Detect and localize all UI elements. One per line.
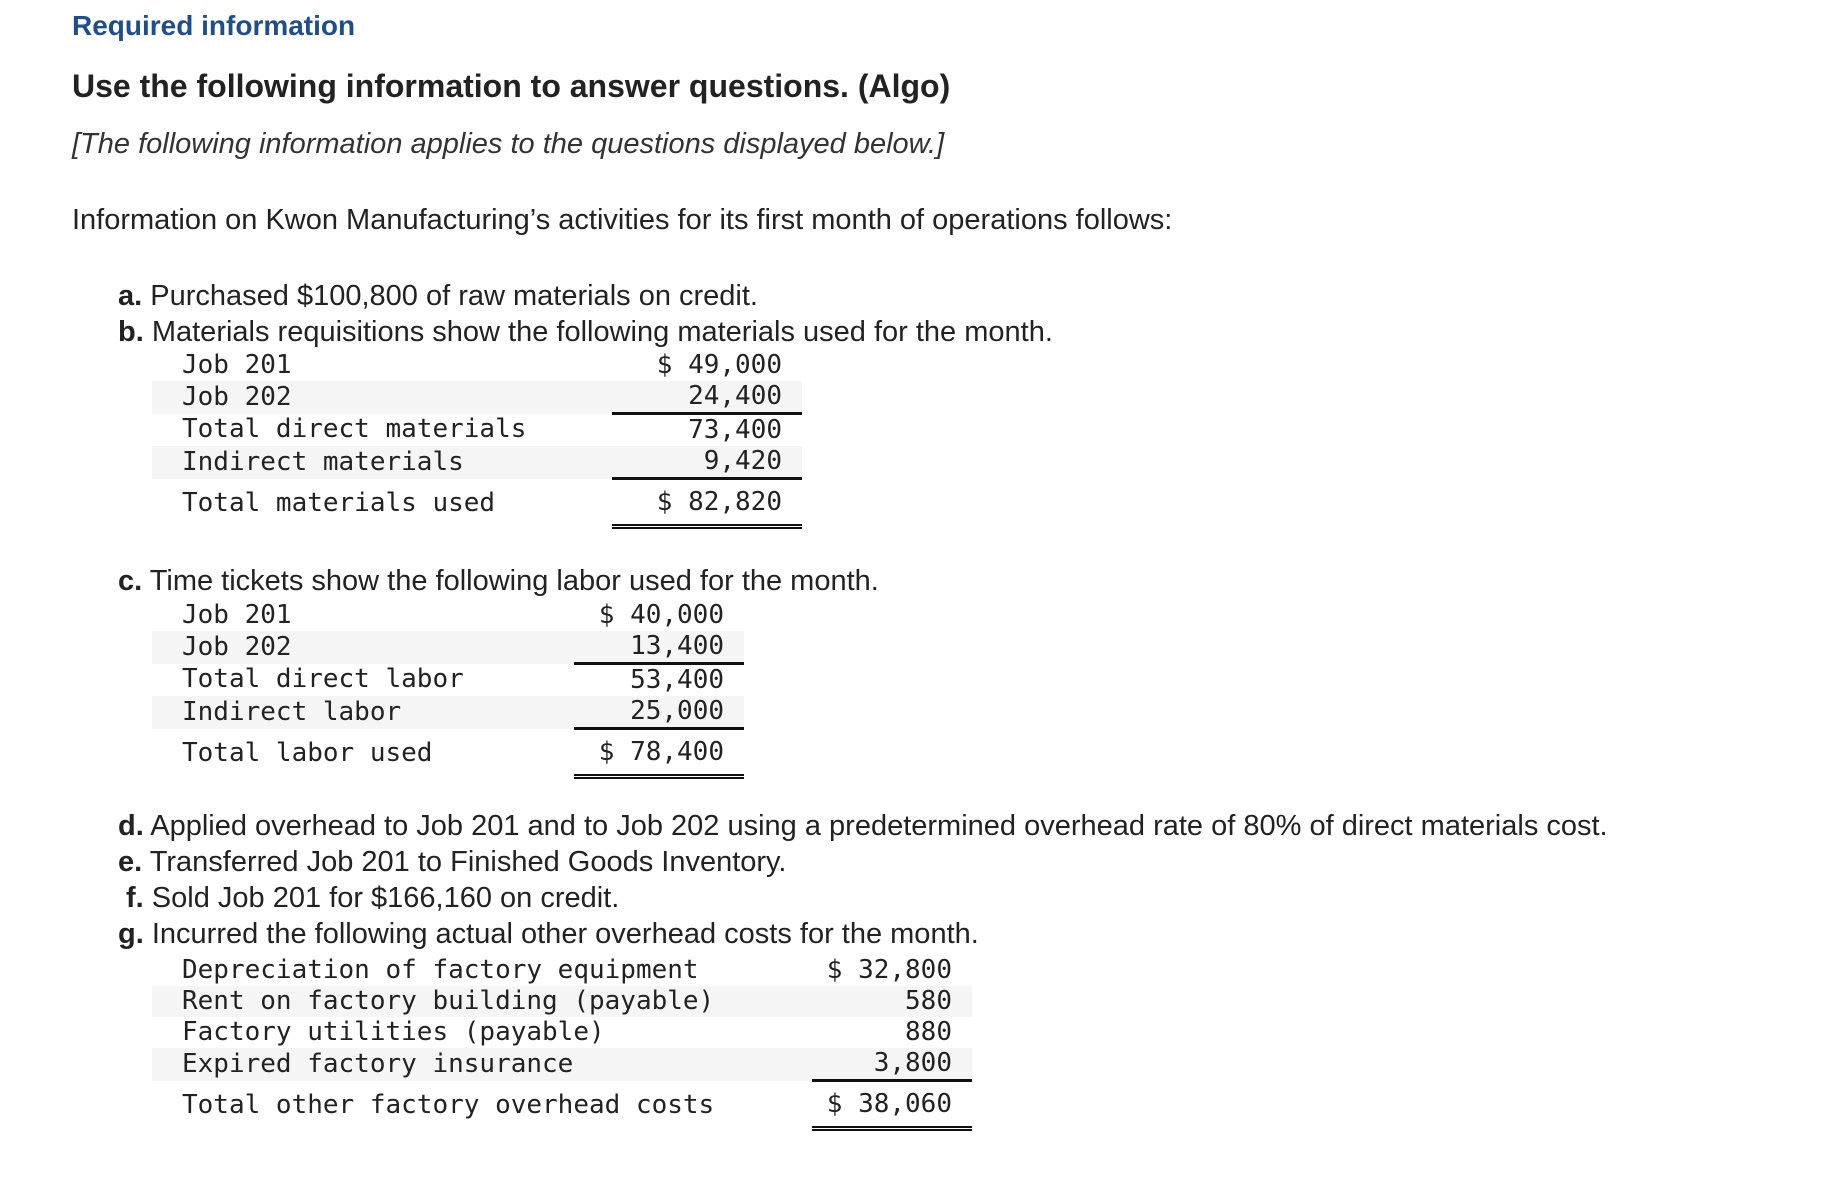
table-row: [152, 1048, 972, 1081]
row-label: Total direct labor: [182, 664, 464, 695]
table-row: [152, 381, 802, 414]
item-d: [118, 810, 1608, 843]
item-b-text: Materials requisitions show the following materials used for the month.: [151, 316, 1053, 348]
row-amount: $ 82,820: [612, 479, 802, 527]
row-amount: 25,000: [574, 696, 744, 729]
table-row: [152, 350, 802, 381]
row-label: Total materials used: [182, 487, 496, 518]
row-amount: $ 38,060: [812, 1081, 972, 1129]
item-f: [126, 882, 619, 915]
row-label: Job 202: [152, 381, 612, 414]
row-amount: 13,400: [574, 631, 744, 664]
row-amount: 3,800: [812, 1048, 972, 1081]
row-amount: 580: [812, 986, 972, 1017]
table-row-total: [152, 479, 802, 527]
item-g-text: Incurred the following actual other overhead costs for the month.: [151, 918, 979, 950]
table-row: [152, 414, 802, 447]
item-d-letter: d.: [118, 810, 144, 842]
row-label: Depreciation of factory equipment: [182, 955, 699, 985]
row-label: Total direct materials: [182, 414, 527, 445]
table-row: [152, 664, 744, 697]
row-amount: 24,400: [612, 381, 802, 414]
table-row: [152, 446, 802, 479]
row-label: Job 202: [152, 631, 574, 664]
item-a-text: Purchased $100,800 of raw materials on credit.: [150, 280, 758, 312]
row-label: Total other factory overhead costs: [182, 1089, 715, 1120]
item-f-text: Sold Job 201 for $166,160 on credit.: [151, 882, 620, 914]
item-c-text: Time tickets show the following labor used for the month.: [149, 565, 879, 597]
row-amount: 73,400: [688, 415, 782, 445]
item-e: [118, 846, 786, 879]
table-row: [152, 631, 744, 664]
item-c: [118, 565, 879, 598]
materials-table: [152, 350, 802, 529]
labor-table: [152, 600, 744, 779]
item-c-letter: c.: [118, 565, 143, 597]
subtitle-note: [The following information applies to the questions displayed below.]: [72, 128, 945, 160]
row-label: Expired factory insurance: [152, 1048, 812, 1081]
table-row: [152, 955, 972, 986]
row-amount: $ 32,800: [826, 955, 952, 985]
intro-paragraph: Information on Kwon Manufacturing’s activities for its first month of operations follows:: [72, 204, 1173, 236]
row-label: Factory utilities (payable): [182, 1017, 605, 1047]
item-f-letter: f.: [126, 882, 144, 914]
table-row: [152, 986, 972, 1017]
row-amount: 53,400: [630, 665, 724, 695]
item-b-letter: b.: [118, 316, 144, 348]
page-title: Use the following information to answer questions. (Algo): [72, 68, 951, 104]
table-row-total: [152, 729, 744, 777]
table-row-total: [152, 1081, 972, 1129]
row-amount: $ 78,400: [574, 729, 744, 777]
item-g: [118, 918, 979, 951]
item-b: [118, 316, 1053, 349]
item-g-letter: g.: [118, 918, 144, 950]
row-amount: $ 49,000: [656, 350, 782, 380]
required-information-heading: Required information: [72, 10, 356, 41]
row-label: Indirect labor: [152, 696, 574, 729]
row-label: Job 201: [182, 350, 292, 380]
table-row: [152, 600, 744, 631]
row-label: Total labor used: [182, 737, 433, 768]
item-a-letter: a.: [118, 280, 143, 312]
table-row: [152, 696, 744, 729]
item-e-text: Transferred Job 201 to Finished Goods Inventory.: [149, 846, 787, 878]
item-a: [118, 280, 758, 313]
row-amount: 880: [905, 1017, 952, 1047]
row-label: Indirect materials: [152, 446, 612, 479]
table-row: [152, 1017, 972, 1048]
item-e-letter: e.: [118, 846, 143, 878]
row-label: Rent on factory building (payable): [152, 986, 812, 1017]
item-d-text: Applied overhead to Job 201 and to Job 202 using a predetermined overhead rate of 80% of direct materials cost.: [150, 810, 1608, 842]
row-label: Job 201: [182, 600, 292, 630]
row-amount: 9,420: [612, 446, 802, 479]
overhead-table: [152, 955, 972, 1131]
row-amount: $ 40,000: [598, 600, 724, 630]
